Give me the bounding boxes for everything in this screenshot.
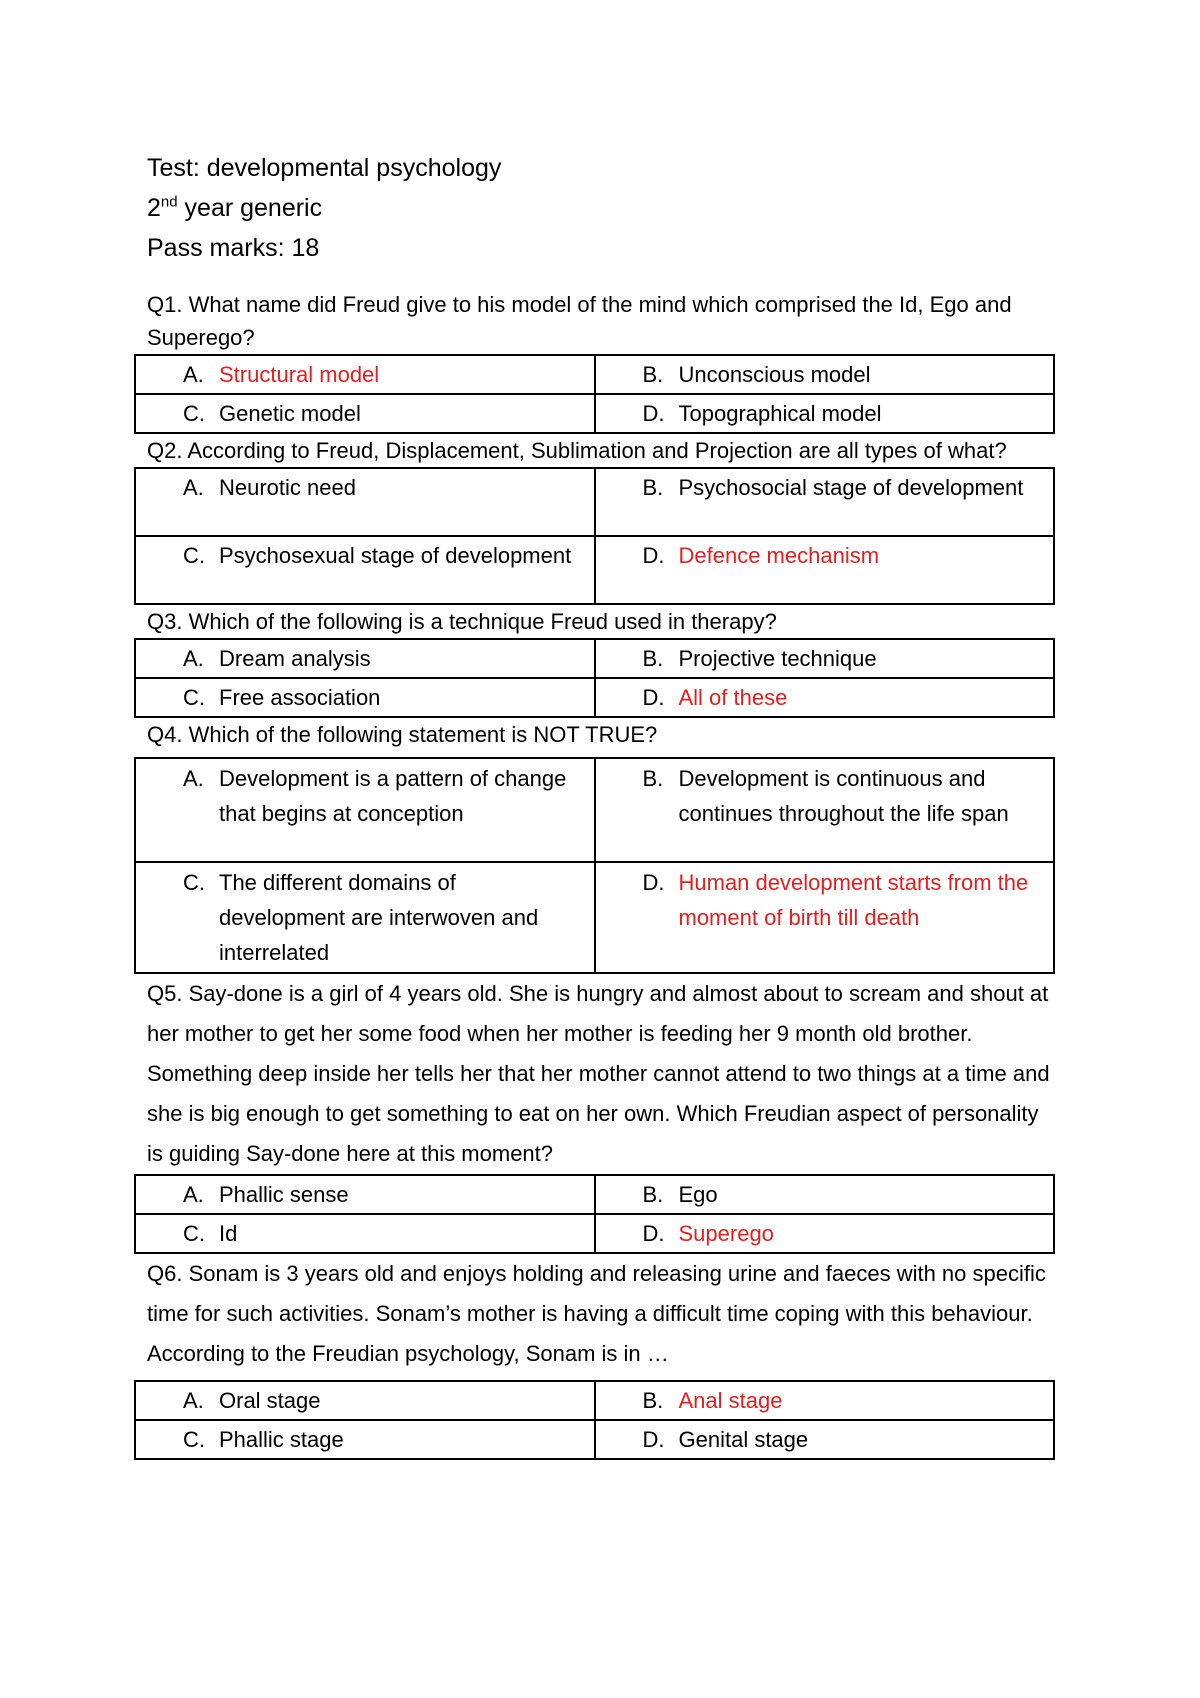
year-line — [147, 188, 1055, 228]
question-2: Q2. According to Freud, Displacement, Sublimation and Projection are all types of what? — [147, 438, 1007, 463]
year-suffix: nd — [160, 193, 178, 211]
option-4c: C. The different domains of development are interwoven and interrelated — [183, 870, 539, 965]
options-table-6 — [134, 1380, 1055, 1460]
option-3d: D. All of these — [642, 685, 788, 710]
test-title: Test: developmental psychology — [147, 154, 502, 182]
option-4d: D. Human development starts from the moment of birth till death — [642, 870, 1029, 930]
option-2b: B. Psychosocial stage of development — [642, 475, 1024, 500]
option-1a: A. Structural model — [183, 362, 380, 387]
option-4b: B. Development is continuous and continues throughout the life span — [642, 766, 1009, 826]
option-6c: C. Phallic stage — [183, 1427, 344, 1452]
question-1: Q1. What name did Freud give to his model of the mind which comprised the Id, Ego and Superego? — [147, 292, 1012, 350]
option-5c: C. Id — [183, 1221, 238, 1246]
option-5b: B. Ego — [642, 1182, 718, 1207]
question-4: Q4. Which of the following statement is NOT TRUE? — [147, 722, 658, 747]
question-3: Q3. Which of the following is a technique Freud used in therapy? — [147, 609, 777, 634]
year-number: 2 — [147, 194, 161, 222]
question-5: Q5. Say-done is a girl of 4 years old. She is hungry and almost about to scream and shout at her mother to get her some food when her mother is feeding her 9 month old brother. Something deep inside her tells her that her mother cannot attend to two things at a time and she is big enough to get something to eat on her own. Which Freudian aspect of personality is guiding Say-done here at this moment? — [147, 981, 1050, 1166]
year-text: year generic — [177, 194, 323, 222]
option-6a: A. Oral stage — [183, 1388, 321, 1413]
option-5a: A. Phallic sense — [183, 1182, 349, 1207]
option-3c: C. Free association — [183, 685, 381, 710]
option-6d: D. Genital stage — [642, 1427, 809, 1452]
option-1d: D. Topographical model — [642, 401, 882, 426]
option-2c: C. Psychosexual stage of development — [183, 543, 572, 568]
options-table-5 — [134, 1174, 1055, 1254]
options-table-3 — [134, 638, 1055, 718]
option-1c: C. Genetic model — [183, 401, 361, 426]
option-2a: A. Neurotic need — [183, 475, 356, 500]
options-table-1 — [134, 354, 1055, 434]
option-3b: B. Projective technique — [642, 646, 877, 671]
question-6: Q6. Sonam is 3 years old and enjoys holding and releasing urine and faeces with no specific time for such activities. Sonam’s mother is having a difficult time coping with this behaviour. According to the Freudian psychology, Sonam is in … — [147, 1261, 1046, 1366]
option-2d: D. Defence mechanism — [642, 543, 880, 568]
options-table-2 — [134, 467, 1055, 605]
option-1b: B. Unconscious model — [642, 362, 871, 387]
option-3a: A. Dream analysis — [183, 646, 371, 671]
pass-marks: Pass marks: 18 — [147, 234, 320, 262]
test-document — [147, 148, 1055, 1460]
option-6b: B. Anal stage — [642, 1388, 783, 1413]
option-4a: A. Development is a pattern of change that begins at conception — [183, 766, 567, 826]
options-table-4 — [134, 757, 1055, 974]
option-5d: D. Superego — [642, 1221, 774, 1246]
